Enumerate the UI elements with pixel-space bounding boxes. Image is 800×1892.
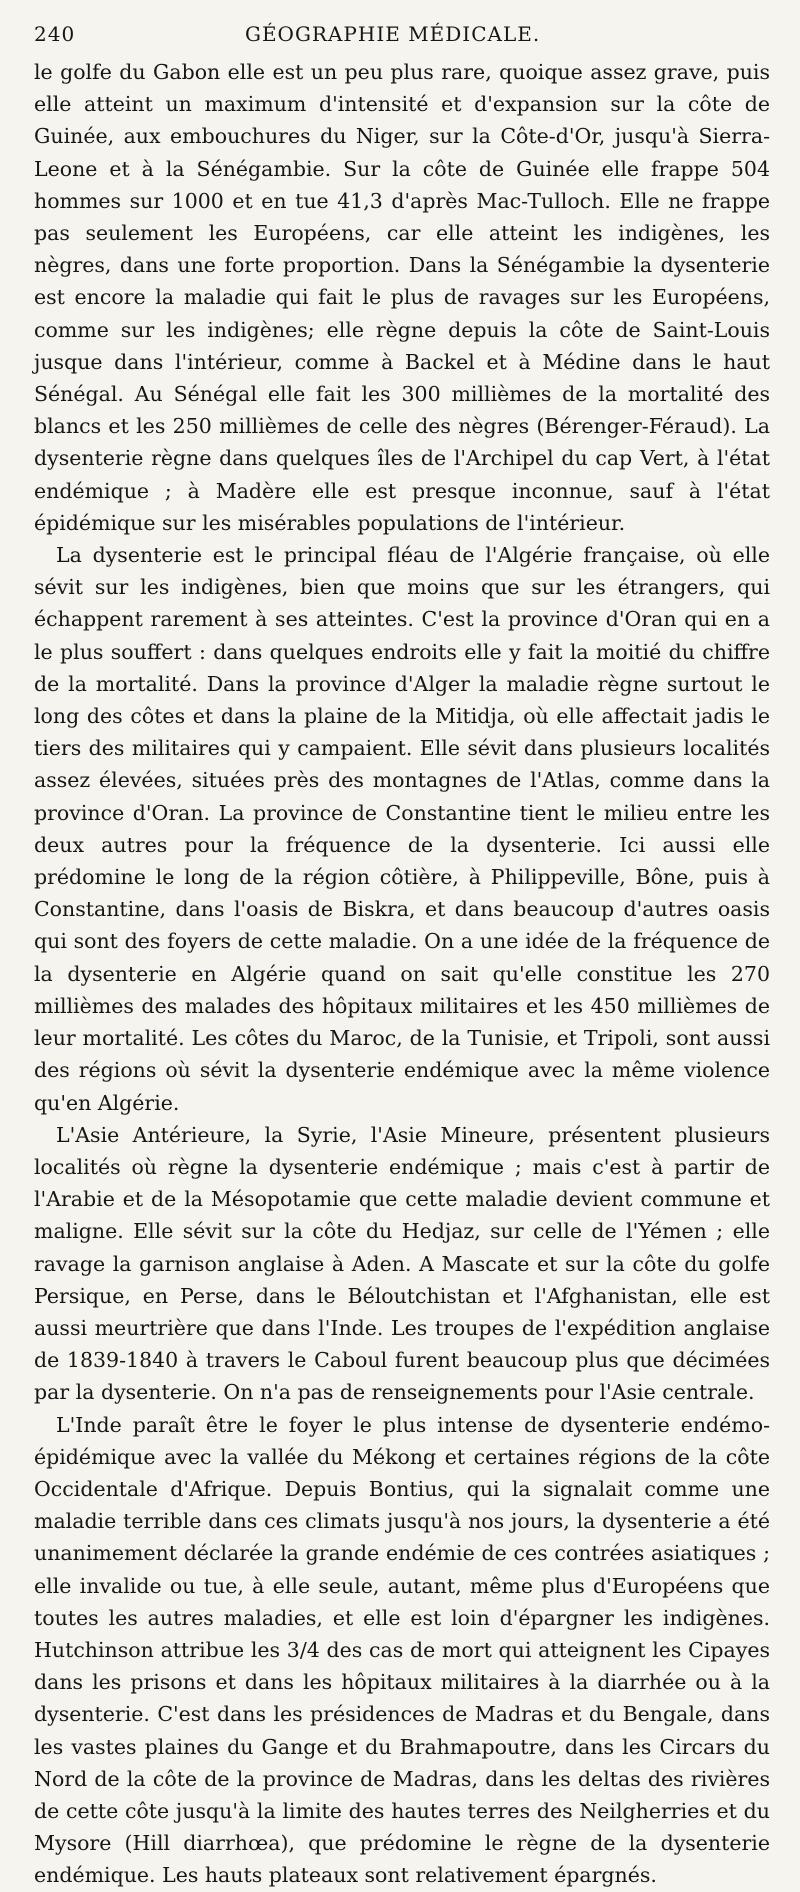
page-header [34,22,770,56]
paragraph: La dysenterie est le principal fléau de l'Algérie française, où elle sévit sur les indigènes, bien que moins que sur les étrangers, qui échappent rarement à ses atteintes. C'est la province d'Oran qui en a le plus souffert : dans quelques endroits elle y fait la moitié du chiffre de la mortalité. Dans la province d'Alger la maladie règne surtout le long des côtes et dans la plaine de la Mitidja, où elle affectait jadis le tiers des militaires qui y campaient. Elle sévit dans plusieurs localités assez élevées, situées près des montagnes de l'Atlas, comme dans la province d'Oran. La province de Constantine tient le milieu entre les deux autres pour la fréquence de la dysenterie. Ici aussi elle prédomine le long de la région côtière, à Philippeville, Bône, puis à Constantine, dans l'oasis de Biskra, et dans beaucoup d'autres oasis qui sont des foyers de cette maladie. On a une idée de la fréquence de la dysenterie en Algérie quand on sait qu'elle constitue les 270 millièmes des malades des hôpitaux militaires et les 450 millièmes de leur mortalité. Les côtes du Maroc, de la Tunisie, et Tripoli, sont aussi des régions où sévit la dysenterie endémique avec la même violence qu'en Algérie. [34,543,770,1115]
paragraph: L'Inde paraît être le foyer le plus intense de dysenterie endémo-épidémique avec la vallée du Mékong et certaines régions de la côte Occidentale d'Afrique. Depuis Bontius, qui la signalait comme une maladie terrible dans ces climats jusqu'à nos jours, la dysenterie a été unanimement déclarée la grande endémie de ces contrées asiatiques ; elle invalide ou tue, à elle seule, autant, même plus d'Européens que toutes les autres maladies, et elle est loin d'épargner les indigènes. Hutchinson attribue les 3/4 des cas de mort qui atteignent les Cipayes dans les prisons et dans les hôpitaux militaires à la diarrhée ou à la dysenterie. C'est dans les présidences de Madras et du Bengale, dans les vastes plaines du Gange et du Brahmapoutre, dans les Circars du Nord de la côte de la province de Madras, dans les deltas des rivières de cette côte jusqu'à la limite des hautes terres des Neilgherries et du Mysore (Hill diarrhœa), que prédomine le règne de la dysenterie endémique. Les hauts plateaux sont relativement épargnés. [34,1412,770,1888]
paragraph: L'Asie Antérieure, la Syrie, l'Asie Mineure, présentent plusieurs localités où règne la dysenterie endémique ; mais c'est à partir de l'Arabie et de la Mésopotamie que cette maladie devient commune et maligne. Elle sévit sur la côte du Hedjaz, sur celle de l'Yémen ; elle ravage la garnison anglaise à Aden. A Mascate et sur la côte du golfe Persique, en Perse, dans le Béloutchistan et l'Afghanistan, elle est aussi meurtrière que dans l'Inde. Les troupes de l'expédition anglaise de 1839-1840 à travers le Caboul furent beaucoup plus que décimées par la dysenterie. On n'a pas de renseignements pour l'Asie centrale. [34,1122,770,1405]
body-text [34,56,770,1892]
page-number: 240 [34,22,76,46]
running-title: GÉOGRAPHIE MÉDICALE. [244,22,541,46]
paragraph: le golfe du Gabon elle est un peu plus rare, quoique assez grave, puis elle atteint un maximum d'intensité et d'expansion sur la côte de Guinée, aux embouchures du Niger, sur la Côte-d'Or, jusqu'à Sierra-Leone et à la Sénégambie. Sur la côte de Guinée elle frappe 504 hommes sur 1000 et en tue 41,3 d'après Mac-Tulloch. Elle ne frappe pas seulement les Européens, car elle atteint les indigènes, les nègres, dans une forte proportion. Dans la Sénégambie la dysenterie est encore la maladie qui fait le plus de ravages sur les Européens, comme sur les indigènes; elle règne depuis la côte de Saint-Louis jusque dans l'intérieur, comme à Backel et à Médine dans le haut Sénégal. Au Sénégal elle fait les 300 millièmes de la mortalité des blancs et les 250 millièmes de celle des nègres (Bérenger-Féraud). La dysenterie règne dans quelques îles de l'Archipel du cap Vert, à l'état endémique ; à Madère elle est presque inconnue, sauf à l'état épidémique sur les misérables populations de l'intérieur. [34,60,770,535]
